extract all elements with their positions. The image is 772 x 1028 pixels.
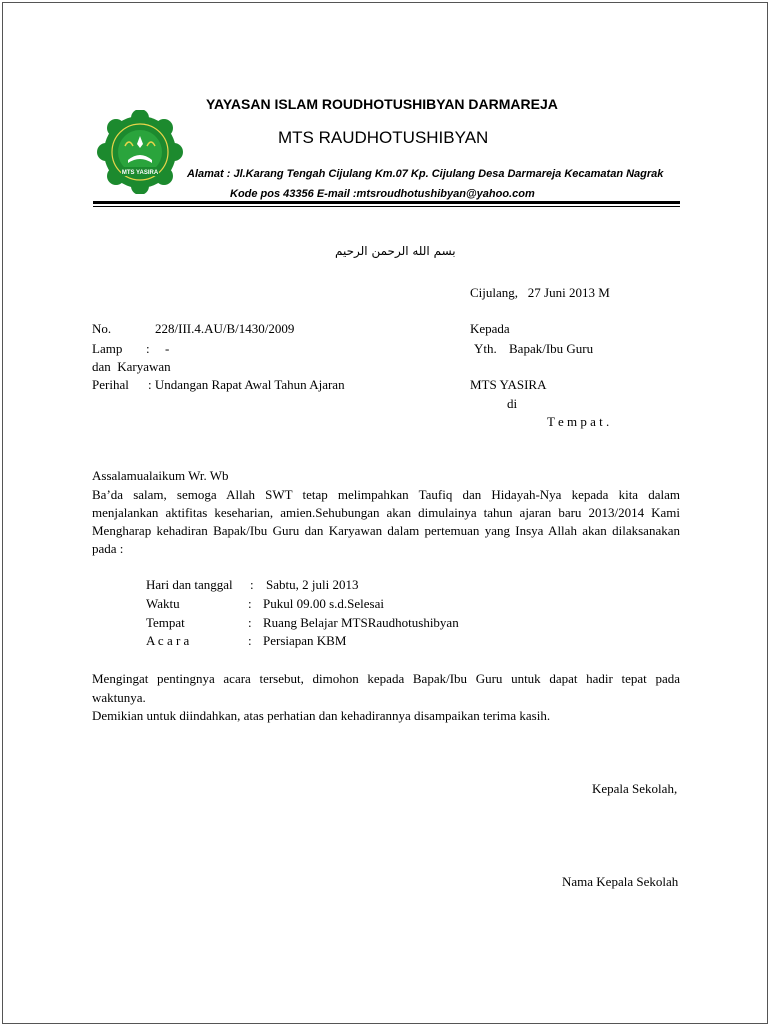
postal-email: Kode pos 43356 E-mail :mtsroudhotushibyan@yahoo.com [230,188,535,200]
recipient-kepada: Kepada [470,321,510,336]
event-value: Ruang Belajar MTSRaudhotushibyan [263,615,459,630]
header-rule-thin [93,206,680,207]
subject-label: Perihal [92,377,129,392]
recipient-yth: Yth. [474,341,497,356]
school-name: MTS RAUDHOTUSHIBYAN [278,128,489,147]
attachment-value: - [165,341,170,356]
header-rule-thick [93,201,680,204]
closing-paragraph: Demikian untuk diindahkan, atas perhatian dan kehadirannya disampaikan terima kasih. [92,708,551,723]
recipient-continued: dan Karyawan [92,359,171,374]
basmalah: بسم الله الرحمن الرحيم [335,244,456,258]
recipient-place: T e m p a t . [547,414,610,429]
recipient-di: di [507,396,518,411]
event-value: Sabtu, 2 juli 2013 [266,577,359,592]
event-separator: : [248,615,252,630]
paragraph-1-line-4: pada : [92,541,124,556]
signature-name: Nama Kepala Sekolah [562,874,679,889]
event-label: A c a r a [146,633,190,648]
signature-position: Kepala Sekolah, [592,781,678,796]
event-label: Tempat [146,615,185,630]
subject-value: : Undangan Rapat Awal Tahun Ajaran [148,377,345,392]
attachment-separator: : [146,341,150,356]
event-value: Pukul 09.00 s.d.Selesai [263,596,384,611]
paragraph-1-line-2: menjalankan aktifitas keseharian, amien.Sehubungan akan dimulainya tahun ajaran baru 2013/2014 Kami [92,505,680,520]
event-separator: : [250,577,254,592]
logo-text: MTS YASIRA [121,170,159,176]
recipient-name: Bapak/Ibu Guru [509,341,594,356]
recipient-organization: MTS YASIRA [470,377,547,392]
event-value: Persiapan KBM [263,633,347,648]
letter-number: 228/III.4.AU/B/1430/2009 [155,321,295,336]
date-place: Cijulang, 27 Juni 2013 M [470,285,610,300]
paragraph-1-line-1: Ba’da salam, semoga Allah SWT tetap melimpahkan Taufiq dan Hidayah-Nya kepada kita dalam [92,487,680,502]
school-logo [95,110,185,194]
greeting: Assalamualaikum Wr. Wb [92,468,229,483]
letter-number-label: No. [92,321,112,336]
event-label: Hari dan tanggal [146,577,233,592]
event-label: Waktu [146,596,180,611]
foundation-name: YAYASAN ISLAM ROUDHOTUSHIBYAN DARMAREJA [206,96,558,112]
event-separator: : [248,596,252,611]
paragraph-2-line-1: Mengingat pentingnya acara tersebut, dimohon kepada Bapak/Ibu Guru untuk dapat hadir tepat pada [92,671,680,686]
attachment-label: Lamp [92,341,123,356]
paragraph-1-line-3: Mengharap kehadiran Bapak/Ibu Guru dan Karyawan dalam pertemuan yang Insya Allah akan dilaksanakan [92,523,680,538]
event-separator: : [248,633,252,648]
school-address: Alamat : Jl.Karang Tengah Cijulang Km.07 Kp. Cijulang Desa Darmareja Kecamatan Nagrak [187,168,664,180]
paragraph-2-line-2: waktunya. [92,690,146,705]
